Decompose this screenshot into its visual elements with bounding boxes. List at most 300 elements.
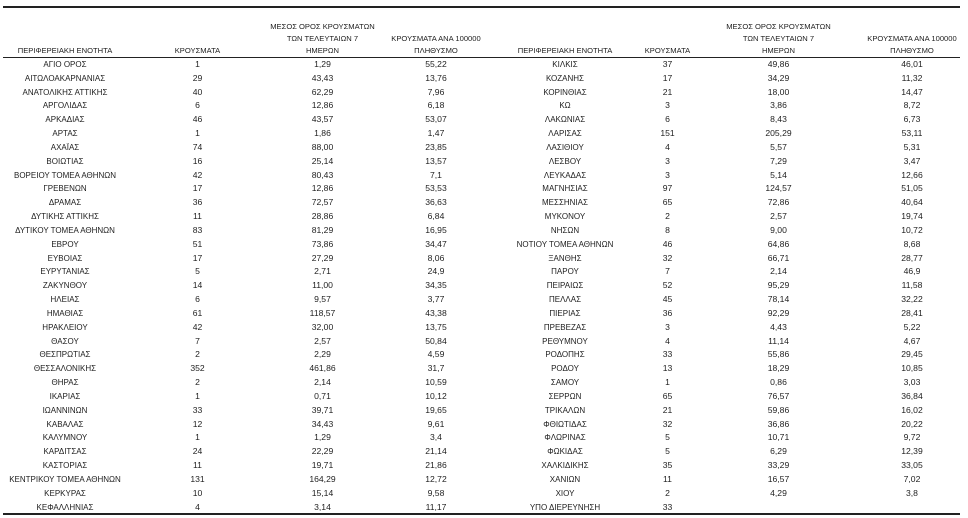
region-cell: ΚΕΝΤΡΙΚΟΥ ΤΟΜΕΑ ΑΘΗΝΩΝ <box>9 474 121 484</box>
region-cell: ΤΡΙΚΑΛΩΝ <box>544 405 586 415</box>
table-row <box>490 431 962 445</box>
header-per100k-line2: ΠΛΗΘΥΣΜΟ <box>890 46 934 55</box>
per100k-cell: 8,06 <box>427 252 445 263</box>
cases-cell: 42 <box>192 321 203 332</box>
table-row <box>0 155 492 169</box>
cases-cell: 1 <box>195 390 200 401</box>
region-cell: ΛΑΡΙΣΑΣ <box>548 129 582 139</box>
table-row <box>490 196 962 210</box>
table-row <box>0 362 492 376</box>
region-cell: ΧΑΝΙΩΝ <box>549 474 581 484</box>
table-row <box>0 307 492 321</box>
per100k-cell: 13,57 <box>425 155 447 166</box>
cases-cell: 1 <box>195 59 200 69</box>
avg7-cell: 2,14 <box>770 266 787 277</box>
table-row <box>490 169 962 183</box>
region-cell: ΛΕΣΒΟΥ <box>548 156 582 166</box>
table-row <box>490 459 962 473</box>
per100k-cell: 12,66 <box>901 169 923 180</box>
region-cell: ΙΚΑΡΙΑΣ <box>49 391 81 401</box>
region-cell: ΕΥΒΟΙΑΣ <box>47 253 83 263</box>
table-row <box>490 293 962 307</box>
cases-cell: 3 <box>665 100 670 111</box>
region-cell: ΝΗΣΩΝ <box>550 225 580 235</box>
header-region <box>0 20 130 57</box>
table-row <box>490 362 962 376</box>
per100k-cell: 7,1 <box>430 169 442 180</box>
per100k-cell: 16,02 <box>901 404 923 415</box>
table-row <box>490 307 962 321</box>
cases-cell: 1 <box>665 377 670 388</box>
cases-cell: 32 <box>662 418 673 429</box>
cases-cell: 1 <box>195 128 200 139</box>
region-cell: ΗΜΑΘΙΑΣ <box>46 308 84 318</box>
avg7-cell: 9,57 <box>314 294 331 305</box>
per100k-cell: 1,47 <box>427 128 445 139</box>
table-row <box>490 72 962 86</box>
table-row <box>490 265 962 279</box>
table-row <box>490 418 962 432</box>
per100k-cell: 3,47 <box>903 155 921 166</box>
region-cell: ΑΧΑΪΑΣ <box>50 142 80 152</box>
table-row <box>0 445 492 459</box>
header-per100k <box>862 20 962 57</box>
table-row <box>490 501 962 515</box>
table-row <box>0 487 492 501</box>
per100k-cell: 36,84 <box>901 390 923 401</box>
region-cell: ΚΕΡΚΥΡΑΣ <box>44 488 86 498</box>
avg7-cell: 39,71 <box>311 404 334 415</box>
table-row <box>0 86 492 100</box>
cases-cell: 7 <box>195 335 200 346</box>
cases-cell: 33 <box>662 349 673 360</box>
per100k-cell: 36,63 <box>425 197 447 208</box>
table-row <box>490 238 962 252</box>
region-cell: ΦΘΙΩΤΙΔΑΣ <box>543 419 587 429</box>
header-cases-label: ΚΡΟΥΣΜΑΤΑ <box>644 46 691 55</box>
table-row <box>0 348 492 362</box>
region-cell: ΚΑΡΔΙΤΣΑΣ <box>43 447 87 457</box>
table-row <box>0 252 492 266</box>
avg7-cell: 81,29 <box>311 224 334 235</box>
region-cell: ΜΑΓΝΗΣΙΑΣ <box>542 184 588 194</box>
cases-cell: 352 <box>190 363 205 374</box>
per100k-cell: 51,05 <box>901 183 923 194</box>
region-cell: ΜΥΚΟΝΟΥ <box>544 212 586 222</box>
header-avg7-line3: ΗΜΕΡΩΝ <box>305 46 340 55</box>
region-cell: ΣΕΡΡΩΝ <box>548 391 582 401</box>
avg7-cell: 22,29 <box>311 446 334 457</box>
per100k-cell: 28,77 <box>901 252 923 263</box>
cases-cell: 14 <box>192 280 203 291</box>
region-cell: ΕΒΡΟΥ <box>51 239 79 249</box>
per100k-cell: 21,86 <box>425 460 447 471</box>
cases-cell: 21 <box>662 86 673 97</box>
table-row <box>0 431 492 445</box>
avg7-cell: 8,43 <box>770 114 787 125</box>
cases-cell: 131 <box>190 473 205 484</box>
per100k-cell: 9,58 <box>427 487 445 498</box>
cases-cell: 97 <box>662 183 673 194</box>
region-cell: ΧΑΛΚΙΔΙΚΗΣ <box>541 461 589 471</box>
avg7-cell: 34,29 <box>767 72 790 83</box>
per100k-cell: 46,9 <box>903 266 921 277</box>
per100k-cell: 7,02 <box>903 473 921 484</box>
per100k-cell: 46,01 <box>901 59 923 69</box>
avg7-cell: 3,14 <box>314 501 331 512</box>
per100k-cell: 20,22 <box>901 418 923 429</box>
region-cell: ΘΕΣΠΡΩΤΙΑΣ <box>39 350 91 360</box>
avg7-cell: 72,57 <box>311 197 334 208</box>
avg7-cell: 205,29 <box>765 128 792 139</box>
region-cell: ΛΑΣΙΘΙΟΥ <box>546 142 584 152</box>
avg7-cell: 11,14 <box>768 335 789 346</box>
avg7-cell: 64,86 <box>767 238 790 249</box>
table-row <box>0 224 492 238</box>
per100k-cell: 10,72 <box>901 224 923 235</box>
cases-cell: 52 <box>662 280 673 291</box>
region-cell: ΥΠΟ ΔΙΕΡΕΥΝΗΣΗ <box>529 502 601 512</box>
table-row <box>490 252 962 266</box>
right-table-body <box>490 58 962 514</box>
cases-cell: 40 <box>192 86 203 97</box>
cases-cell: 12 <box>192 418 203 429</box>
header-per100k-line1: ΚΡΟΥΣΜΑΤΑ ΑΝΑ 100000 <box>867 34 957 43</box>
table-row <box>490 348 962 362</box>
table-row <box>490 390 962 404</box>
cases-cell: 83 <box>192 224 203 235</box>
avg7-cell: 6,29 <box>770 446 787 457</box>
table-row <box>490 127 962 141</box>
table-row <box>0 335 492 349</box>
region-cell: ΚΑΒΑΛΑΣ <box>46 419 84 429</box>
cases-cell: 36 <box>192 197 203 208</box>
cases-cell: 11 <box>193 460 202 471</box>
cases-cell: 17 <box>192 183 203 194</box>
cases-cell: 5 <box>665 432 670 443</box>
avg7-cell: 27,29 <box>311 252 334 263</box>
cases-cell: 32 <box>662 252 673 263</box>
cases-cell: 11 <box>663 473 672 484</box>
left-table-body <box>0 58 492 514</box>
cases-cell: 2 <box>665 211 670 222</box>
per100k-cell: 33,05 <box>901 460 923 471</box>
table-row <box>0 404 492 418</box>
per100k-cell: 13,75 <box>425 321 447 332</box>
per100k-cell: 11,58 <box>901 280 923 291</box>
avg7-cell: 2,29 <box>314 349 331 360</box>
per100k-cell: 34,35 <box>425 280 447 291</box>
region-cell: ΘΑΣΟΥ <box>51 336 79 346</box>
cases-cell: 2 <box>665 487 670 498</box>
region-cell: ΦΛΩΡΙΝΑΣ <box>544 433 586 443</box>
avg7-cell: 34,43 <box>311 418 334 429</box>
avg7-cell: 3,86 <box>770 100 787 111</box>
per100k-cell: 50,84 <box>425 335 447 346</box>
per100k-cell: 10,85 <box>901 363 923 374</box>
region-cell: ΘΗΡΑΣ <box>51 378 79 388</box>
avg7-cell: 0,86 <box>770 377 787 388</box>
per100k-cell: 3,4 <box>430 432 442 443</box>
table-row <box>0 169 492 183</box>
per100k-cell: 24,9 <box>427 266 445 277</box>
per100k-cell: 9,61 <box>427 418 445 429</box>
cases-cell: 4 <box>195 501 200 512</box>
header-per100k-line1: ΚΡΟΥΣΜΑΤΑ ΑΝΑ 100000 <box>391 34 481 43</box>
cases-cell: 74 <box>192 141 203 152</box>
table-row <box>0 72 492 86</box>
table-row <box>490 404 962 418</box>
table-row <box>490 58 962 72</box>
header-region-label: ΠΕΡΙΦΕΡΕΙΑΚΗ ΕΝΟΤΗΤΑ <box>17 46 113 55</box>
header-avg7-line2: ΤΩΝ ΤΕΛΕΥΤΑΙΩΝ 7 <box>742 34 815 43</box>
table-row <box>0 293 492 307</box>
cases-cell: 36 <box>662 307 673 318</box>
cases-cell: 17 <box>662 72 673 83</box>
header-region-label: ΠΕΡΙΦΕΡΕΙΑΚΗ ΕΝΟΤΗΤΑ <box>517 46 613 55</box>
cases-cell: 42 <box>192 169 203 180</box>
region-cell: ΠΕΙΡΑΙΩΣ <box>546 281 584 291</box>
region-cell: ΑΡΓΟΛΙΔΑΣ <box>42 101 88 111</box>
cases-cell: 37 <box>662 59 673 69</box>
table-row <box>490 113 962 127</box>
table-row <box>490 376 962 390</box>
right-header-row <box>490 20 962 57</box>
table-row <box>490 86 962 100</box>
table-row <box>0 182 492 196</box>
per100k-cell: 12,72 <box>425 473 447 484</box>
table-row <box>0 390 492 404</box>
cases-cell: 8 <box>665 224 670 235</box>
region-cell: ΞΑΝΘΗΣ <box>548 253 582 263</box>
table-row <box>0 321 492 335</box>
avg7-cell: 461,86 <box>309 363 336 374</box>
per100k-cell: 31,7 <box>427 363 445 374</box>
cases-cell: 3 <box>665 321 670 332</box>
cases-cell: 11 <box>193 211 202 222</box>
cases-cell: 33 <box>192 404 203 415</box>
avg7-cell: 15,14 <box>311 487 334 498</box>
avg7-cell: 12,86 <box>311 183 334 194</box>
region-cell: ΧΙΟΥ <box>555 488 575 498</box>
avg7-cell: 43,57 <box>311 114 334 125</box>
cases-cell: 151 <box>660 128 675 139</box>
avg7-cell: 5,57 <box>770 141 787 152</box>
header-region <box>490 20 640 57</box>
header-per100k <box>380 20 492 57</box>
header-avg7 <box>265 20 380 57</box>
per100k-cell: 53,53 <box>425 183 447 194</box>
avg7-cell: 4,29 <box>770 487 787 498</box>
cases-cell: 24 <box>192 446 203 457</box>
avg7-cell: 72,86 <box>767 197 790 208</box>
region-cell: ΔΥΤΙΚΗΣ ΑΤΤΙΚΗΣ <box>31 212 99 222</box>
table-row <box>490 210 962 224</box>
per100k-cell: 3,03 <box>903 377 921 388</box>
avg7-cell: 92,29 <box>767 307 790 318</box>
table-row <box>0 196 492 210</box>
per100k-cell: 8,72 <box>903 100 921 111</box>
avg7-cell: 16,57 <box>767 473 790 484</box>
avg7-cell: 0,71 <box>314 390 331 401</box>
per100k-cell: 23,85 <box>425 141 447 152</box>
cases-cell: 35 <box>662 460 673 471</box>
region-cell: ΡΟΔΟΥ <box>551 364 579 374</box>
avg7-cell: 49,86 <box>767 59 790 69</box>
region-cell: ΚΕΦΑΛΛΗΝΙΑΣ <box>36 502 94 512</box>
per100k-cell: 11,32 <box>901 72 923 83</box>
table-row <box>490 473 962 487</box>
region-cell: ΚΑΣΤΟΡΙΑΣ <box>42 461 88 471</box>
region-cell: ΠΙΕΡΙΑΣ <box>549 308 581 318</box>
per100k-cell: 13,76 <box>425 72 447 83</box>
per100k-cell: 19,74 <box>901 211 923 222</box>
per100k-cell: 7,96 <box>427 86 445 97</box>
table-row <box>490 321 962 335</box>
avg7-cell: 2,14 <box>314 377 331 388</box>
per100k-cell: 53,07 <box>425 114 447 125</box>
avg7-cell: 7,29 <box>770 155 787 166</box>
per100k-cell <box>862 501 962 515</box>
avg7-cell: 4,43 <box>770 321 787 332</box>
table-row <box>0 265 492 279</box>
region-cell: ΔΥΤΙΚΟΥ ΤΟΜΕΑ ΑΘΗΝΩΝ <box>15 225 115 235</box>
region-cell: ΚΙΛΚΙΣ <box>552 60 578 69</box>
cases-cell: 1 <box>195 432 200 443</box>
cases-cell: 6 <box>195 294 200 305</box>
region-cell: ΚΩ <box>559 101 571 111</box>
region-cell: ΑΡΤΑΣ <box>52 129 78 139</box>
avg7-cell: 124,57 <box>765 183 792 194</box>
cases-cell: 5 <box>195 266 200 277</box>
avg7-cell: 164,29 <box>309 473 336 484</box>
avg7-cell: 1,29 <box>314 59 331 69</box>
region-cell: ΕΥΡΥΤΑΝΙΑΣ <box>40 267 90 277</box>
per100k-cell: 14,47 <box>901 86 923 97</box>
cases-cell: 6 <box>665 114 670 125</box>
per100k-cell: 6,73 <box>903 114 921 125</box>
table-row <box>490 155 962 169</box>
avg7-cell: 12,86 <box>311 100 334 111</box>
per100k-cell: 34,47 <box>425 238 447 249</box>
region-cell: ΖΑΚΥΝΘΟΥ <box>42 281 88 291</box>
cases-cell: 65 <box>662 390 673 401</box>
per100k-cell: 55,22 <box>425 59 447 69</box>
table-row <box>490 182 962 196</box>
avg7-cell: 88,00 <box>311 141 334 152</box>
avg7-cell: 2,57 <box>314 335 331 346</box>
avg7-cell: 28,86 <box>311 211 334 222</box>
avg7-cell: 18,29 <box>767 363 790 374</box>
per100k-cell: 19,65 <box>425 404 447 415</box>
cases-cell: 16 <box>192 155 203 166</box>
cases-cell: 6 <box>195 100 200 111</box>
avg7-cell: 78,14 <box>767 294 790 305</box>
region-cell: ΛΑΚΩΝΙΑΣ <box>544 115 586 125</box>
per100k-cell: 53,11 <box>901 128 923 139</box>
table-row <box>0 459 492 473</box>
avg7-cell: 33,29 <box>767 460 790 471</box>
per100k-cell: 6,18 <box>427 100 445 111</box>
region-cell: ΠΕΛΛΑΣ <box>548 295 582 305</box>
per100k-cell: 4,59 <box>427 349 445 360</box>
avg7-cell: 43,43 <box>311 72 334 83</box>
avg7-cell: 32,00 <box>311 321 334 332</box>
cases-cell: 2 <box>195 377 200 388</box>
cases-cell: 3 <box>665 169 670 180</box>
table-row <box>0 501 492 515</box>
per100k-cell: 28,41 <box>901 307 923 318</box>
avg7-cell: 62,29 <box>311 86 334 97</box>
avg7-cell: 18,00 <box>767 86 790 97</box>
avg7-cell: 95,29 <box>767 280 790 291</box>
region-cell: ΝΟΤΙΟΥ ΤΟΜΕΑ ΑΘΗΝΩΝ <box>516 239 614 249</box>
header-cases-label: ΚΡΟΥΣΜΑΤΑ <box>174 46 221 55</box>
avg7-cell: 10,71 <box>767 432 790 443</box>
per100k-cell: 6,84 <box>427 211 445 222</box>
cases-cell: 46 <box>192 114 203 125</box>
table-row <box>0 238 492 252</box>
region-cell: ΑΓΙΟ ΟΡΟΣ <box>43 60 87 69</box>
avg7-cell: 36,86 <box>767 418 790 429</box>
avg7-cell <box>695 501 862 515</box>
cases-cell: 29 <box>192 72 203 83</box>
region-cell: ΙΩΑΝΝΙΝΩΝ <box>42 405 88 415</box>
region-cell: ΠΑΡΟΥ <box>551 267 579 277</box>
per100k-cell: 21,14 <box>425 446 447 457</box>
table-row <box>0 141 492 155</box>
table-row <box>0 376 492 390</box>
per100k-cell: 43,38 <box>425 307 447 318</box>
cases-cell: 33 <box>662 501 673 512</box>
header-avg7-line3: ΗΜΕΡΩΝ <box>761 46 796 55</box>
table-row <box>0 279 492 293</box>
region-cell: ΓΡΕΒΕΝΩΝ <box>43 184 87 194</box>
per100k-cell: 40,64 <box>901 197 923 208</box>
table-row <box>0 99 492 113</box>
region-cell: ΡΕΘΥΜΝΟΥ <box>542 336 588 346</box>
cases-cell: 4 <box>665 141 670 152</box>
region-cell: ΑΝΑΤΟΛΙΚΗΣ ΑΤΤΙΚΗΣ <box>22 87 108 97</box>
region-cell: ΑΡΚΑΔΙΑΣ <box>45 115 85 125</box>
avg7-cell: 55,86 <box>767 349 790 360</box>
region-cell: ΒΟΡΕΙΟΥ ΤΟΜΕΑ ΑΘΗΝΩΝ <box>13 170 117 180</box>
cases-cell: 61 <box>192 307 203 318</box>
top-rule <box>3 6 960 8</box>
region-cell: ΛΕΥΚΑΔΑΣ <box>543 170 587 180</box>
cases-cell: 21 <box>662 404 673 415</box>
left-header-row <box>0 20 492 57</box>
table-row <box>0 58 492 72</box>
cases-cell: 5 <box>665 446 670 457</box>
region-cell: ΔΡΑΜΑΣ <box>48 198 82 208</box>
table-row <box>0 473 492 487</box>
avg7-cell: 11,00 <box>312 280 333 291</box>
cases-cell: 46 <box>662 238 673 249</box>
per100k-cell: 32,22 <box>901 294 923 305</box>
header-per100k-line2: ΠΛΗΘΥΣΜΟ <box>414 46 458 55</box>
avg7-cell: 1,29 <box>314 432 331 443</box>
per100k-cell: 5,31 <box>903 141 921 152</box>
cases-cell: 65 <box>662 197 673 208</box>
table-row <box>0 127 492 141</box>
cases-cell: 17 <box>192 252 203 263</box>
cases-cell: 51 <box>192 238 203 249</box>
cases-cell: 45 <box>662 294 673 305</box>
avg7-cell: 59,86 <box>767 404 790 415</box>
table-row <box>490 141 962 155</box>
region-cell: ΘΕΣΣΑΛΟΝΙΚΗΣ <box>33 364 97 374</box>
